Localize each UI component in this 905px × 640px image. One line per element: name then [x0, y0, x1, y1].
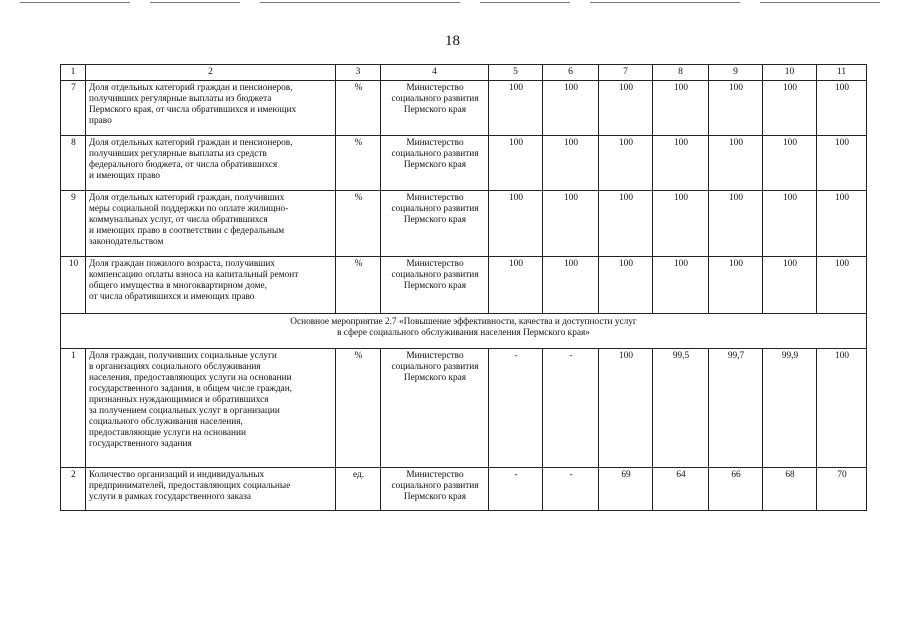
value-cell: 100: [489, 81, 543, 136]
value-cell: 99,9: [763, 349, 817, 468]
value-cell: 100: [653, 136, 709, 191]
value-cell: 99,7: [709, 349, 763, 468]
value-cell: 100: [599, 349, 653, 468]
table-row: [61, 349, 867, 468]
value-cell: 100: [543, 257, 599, 314]
value-cell: 100: [489, 257, 543, 314]
column-number-1: 1: [61, 65, 86, 81]
unit-cell: %: [336, 257, 381, 314]
value-cell: 70: [817, 468, 867, 511]
responsible-org: Министерство социального развития Пермского края: [381, 191, 489, 257]
value-cell: -: [543, 349, 599, 468]
value-cell: -: [543, 468, 599, 511]
column-number-8: 8: [653, 65, 709, 81]
value-cell: 100: [543, 191, 599, 257]
value-cell: 100: [709, 191, 763, 257]
indicator-name: Доля граждан, получивших социальные услуги в организациях социального обслуживания населения, предоставляющих услуги на основании государственного задания, в общем числе граждан, признанных нуждающимися и обратившихся за получением социальных услуг в организации социального обслуживания населения, предоставляющие услуги на основании государственного задания: [86, 349, 336, 468]
value-cell: 100: [763, 257, 817, 314]
value-cell: -: [489, 468, 543, 511]
value-cell: 100: [543, 136, 599, 191]
indicator-name: Количество организаций и индивидуальных предпринимателей, предоставляющих социальные услуги в рамках государственного заказа: [86, 468, 336, 511]
value-cell: 99,5: [653, 349, 709, 468]
responsible-org: Министерство социального развития Пермского края: [381, 136, 489, 191]
column-number-5: 5: [489, 65, 543, 81]
value-cell: 100: [599, 257, 653, 314]
value-cell: 100: [489, 191, 543, 257]
scan-top-edge: [0, 0, 905, 8]
value-cell: 64: [653, 468, 709, 511]
unit-cell: %: [336, 191, 381, 257]
row-number: 1: [61, 349, 86, 468]
value-cell: 100: [599, 136, 653, 191]
value-cell: 100: [653, 257, 709, 314]
value-cell: 100: [543, 81, 599, 136]
value-cell: 66: [709, 468, 763, 511]
value-cell: 100: [599, 191, 653, 257]
table-row: [61, 257, 867, 314]
value-cell: 100: [763, 191, 817, 257]
value-cell: 100: [709, 81, 763, 136]
column-number-row: [61, 65, 867, 81]
column-number-3: 3: [336, 65, 381, 81]
value-cell: 100: [653, 191, 709, 257]
indicator-name: Доля граждан пожилого возраста, получивших компенсацию оплаты взноса на капитальный ремонт общего имущества в многоквартирном доме, от числа обратившихся и имеющих право: [86, 257, 336, 314]
column-number-11: 11: [817, 65, 867, 81]
column-number-10: 10: [763, 65, 817, 81]
indicators-table: [60, 64, 867, 511]
value-cell: 100: [653, 81, 709, 136]
row-number: 10: [61, 257, 86, 314]
column-number-7: 7: [599, 65, 653, 81]
value-cell: 100: [817, 136, 867, 191]
unit-cell: %: [336, 136, 381, 191]
table-row: [61, 81, 867, 136]
row-number: 8: [61, 136, 86, 191]
table-row: [61, 468, 867, 511]
page-number: 18: [445, 33, 460, 49]
value-cell: 100: [709, 257, 763, 314]
section-row: [61, 314, 867, 349]
value-cell: 69: [599, 468, 653, 511]
responsible-org: Министерство социального развития Пермского края: [381, 257, 489, 314]
value-cell: -: [489, 349, 543, 468]
value-cell: 100: [763, 81, 817, 136]
indicator-name: Доля отдельных категорий граждан, получивших меры социальной поддержки по оплате жилищно- коммунальных услуг, от числа обратившихся и имеющих право в соответствии с федеральным законодательством: [86, 191, 336, 257]
table-row: [61, 136, 867, 191]
value-cell: 100: [763, 136, 817, 191]
indicator-name: Доля отдельных категорий граждан и пенсионеров, получивших регулярные выплаты из средств федерального бюджета, от числа обратившихся и имеющих право: [86, 136, 336, 191]
responsible-org: Министерство социального развития Пермского края: [381, 349, 489, 468]
value-cell: 100: [817, 81, 867, 136]
row-number: 2: [61, 468, 86, 511]
column-number-4: 4: [381, 65, 489, 81]
row-number: 7: [61, 81, 86, 136]
row-number: 9: [61, 191, 86, 257]
value-cell: 100: [709, 136, 763, 191]
value-cell: 100: [817, 257, 867, 314]
section-title: Основное мероприятие 2.7 «Повышение эффективности, качества и доступности услуг в сфере социального обслуживания населения Пермского края»: [61, 314, 867, 349]
column-number-6: 6: [543, 65, 599, 81]
unit-cell: ед.: [336, 468, 381, 511]
responsible-org: Министерство социального развития Пермского края: [381, 81, 489, 136]
value-cell: 100: [817, 349, 867, 468]
unit-cell: %: [336, 349, 381, 468]
value-cell: 68: [763, 468, 817, 511]
unit-cell: %: [336, 81, 381, 136]
table-row: [61, 191, 867, 257]
value-cell: 100: [817, 191, 867, 257]
column-number-2: 2: [86, 65, 336, 81]
column-number-9: 9: [709, 65, 763, 81]
value-cell: 100: [489, 136, 543, 191]
value-cell: 100: [599, 81, 653, 136]
responsible-org: Министерство социального развития Пермского края: [381, 468, 489, 511]
indicator-name: Доля отдельных категорий граждан и пенсионеров, получивших регулярные выплаты из бюджета Пермского края, от числа обратившихся и имеющих право: [86, 81, 336, 136]
